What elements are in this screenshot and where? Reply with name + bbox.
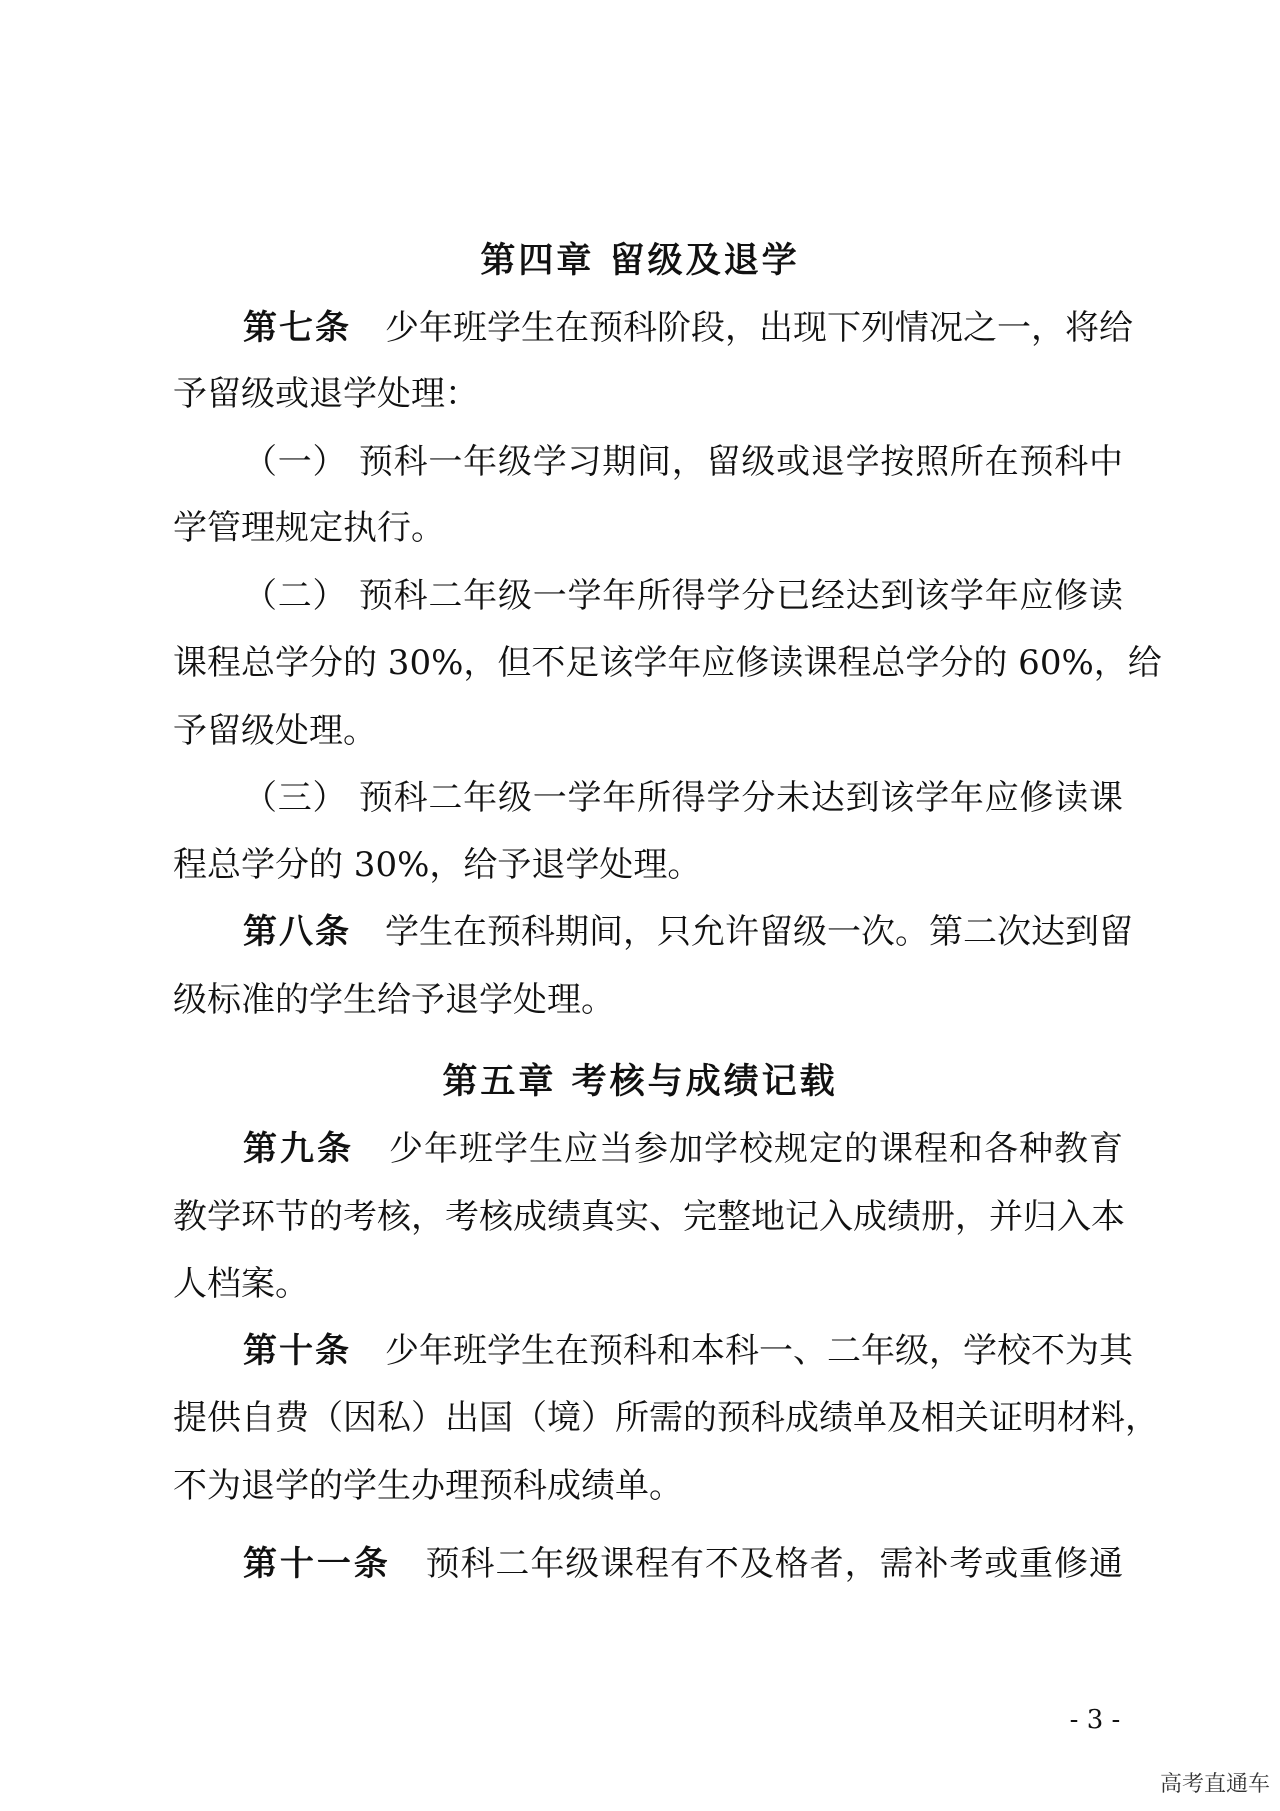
article-7-label: 第七条 [243, 308, 351, 348]
article-9-line-3: 人档案。 [173, 1264, 309, 1304]
article-8-label: 第八条 [243, 912, 351, 952]
page-number: - 3 - [1069, 1705, 1121, 1735]
article-10-line-2: 提供自费（因私）出国（境）所需的预科成绩单及相关证明材料， [173, 1398, 1159, 1438]
item-2-line-3: 予留级处理。 [173, 711, 377, 751]
article-8-text-1: 学生在预科期间，只允许留级一次。第二次达到留 [385, 912, 1133, 952]
article-9-label: 第九条 [243, 1129, 354, 1169]
article-8-line-2: 级标准的学生给予退学处理。 [173, 980, 615, 1020]
item-3-line-2: 程总学分的 30%，给予退学处理。 [173, 845, 702, 885]
item-2-line-2: 课程总学分的 30%，但不足该学年应修读课程总学分的 60%，给 [173, 643, 1162, 683]
article-11-text-1: 预科二年级课程有不及格者，需补考或重修通 [424, 1544, 1124, 1584]
article-7-line-2: 予留级或退学处理： [173, 374, 479, 414]
item-1-line-1: （一） 预科一年级学习期间，留级或退学按照所在预科中 [243, 442, 1123, 482]
chapter-5-heading: 第五章 考核与成绩记载 [442, 1061, 838, 1102]
article-11-line-1 [243, 1544, 1123, 1584]
article-8-line-1 [243, 912, 1133, 952]
article-11-label: 第十一条 [243, 1544, 391, 1584]
item-1-line-2: 学管理规定执行。 [173, 508, 445, 548]
article-7-text-1: 少年班学生在预科阶段，出现下列情况之一，将给 [385, 308, 1133, 348]
item-3-line-1: （三） 预科二年级一学年所得学分未达到该学年应修读课 [243, 778, 1123, 818]
watermark-text: 高考直通车 [1159, 1772, 1270, 1797]
article-7-line-1 [243, 308, 1133, 348]
article-9-line-1 [243, 1129, 1123, 1169]
article-10-label: 第十条 [243, 1331, 351, 1371]
article-10-line-1 [243, 1331, 1133, 1371]
item-2-line-1: （二） 预科二年级一学年所得学分已经达到该学年应修读 [243, 576, 1123, 616]
article-9-line-2: 教学环节的考核，考核成绩真实、完整地记入成绩册，并归入本 [173, 1197, 1125, 1237]
article-10-line-3: 不为退学的学生办理预科成绩单。 [173, 1466, 683, 1506]
chapter-4-heading: 第四章 留级及退学 [480, 240, 800, 281]
article-10-text-1: 少年班学生在预科和本科一、二年级，学校不为其 [385, 1331, 1133, 1371]
article-9-text-1: 少年班学生应当参加学校规定的课程和各种教育 [388, 1129, 1123, 1169]
